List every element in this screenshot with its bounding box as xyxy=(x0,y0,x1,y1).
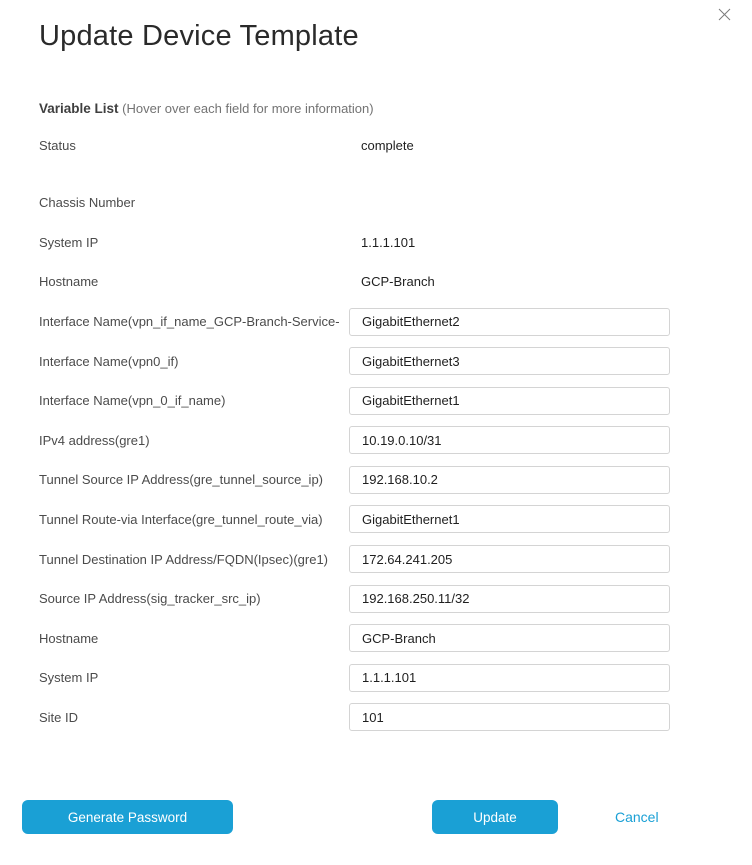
row-site-id xyxy=(0,698,752,738)
system-ip-static-label: System IP xyxy=(39,234,99,250)
row-status xyxy=(0,125,752,165)
source-ip-address-label: Source IP Address(sig_tracker_src_ip) xyxy=(39,591,261,607)
row-ipv4-address-gre1 xyxy=(0,421,752,461)
site-id-label: Site ID xyxy=(39,709,79,725)
interface-name-service-vpn-input[interactable] xyxy=(349,308,670,336)
hostname-input[interactable] xyxy=(349,624,670,652)
row-interface-name-vpn0-if xyxy=(0,341,752,381)
interface-name-service-vpn-label: Interface Name(vpn_if_name_GCP-Branch-Service- xyxy=(39,314,340,330)
system-ip-input[interactable] xyxy=(349,664,670,692)
cancel-button[interactable]: Cancel xyxy=(615,800,659,834)
interface-name-vpn-0-if-name-label: Interface Name(vpn_0_if_name) xyxy=(39,393,226,409)
tunnel-route-via-input[interactable] xyxy=(349,505,670,533)
system-ip-static-value: 1.1.1.101 xyxy=(361,234,416,250)
interface-name-vpn0-if-input[interactable] xyxy=(349,347,670,375)
site-id-input[interactable] xyxy=(349,703,670,731)
generate-password-button[interactable]: Generate Password xyxy=(22,800,233,834)
row-source-ip-address xyxy=(0,579,752,619)
row-system-ip xyxy=(0,658,752,698)
tunnel-destination-ip-label: Tunnel Destination IP Address/FQDN(Ipsec)(gre1) xyxy=(39,551,329,567)
close-icon[interactable] xyxy=(716,6,732,22)
variable-rows xyxy=(0,125,752,737)
row-hostname-static xyxy=(0,262,752,302)
tunnel-source-ip-label: Tunnel Source IP Address(gre_tunnel_source_ip) xyxy=(39,472,324,488)
tunnel-destination-ip-input[interactable] xyxy=(349,545,670,573)
hostname-label: Hostname xyxy=(39,630,99,646)
dialog-footer xyxy=(0,800,752,834)
variable-list-header xyxy=(39,101,752,116)
status-label: Status xyxy=(39,137,76,153)
ipv4-address-gre1-input[interactable] xyxy=(349,426,670,454)
chassis-number-label: Chassis Number xyxy=(39,195,136,211)
system-ip-label: System IP xyxy=(39,670,99,686)
row-hostname xyxy=(0,618,752,658)
row-chassis-number xyxy=(0,183,752,223)
row-interface-name-vpn-0-if-name xyxy=(0,381,752,421)
row-spacer xyxy=(0,165,752,183)
variable-list-title: Variable List xyxy=(39,101,119,117)
variable-list-hint: (Hover over each field for more information) xyxy=(118,101,374,117)
hostname-static-label: Hostname xyxy=(39,274,99,290)
interface-name-vpn-0-if-name-input[interactable] xyxy=(349,387,670,415)
row-tunnel-route-via xyxy=(0,500,752,540)
tunnel-source-ip-input[interactable] xyxy=(349,466,670,494)
page-title: Update Device Template xyxy=(39,20,359,52)
tunnel-route-via-label: Tunnel Route-via Interface(gre_tunnel_route_via) xyxy=(39,511,323,527)
row-interface-name-service-vpn xyxy=(0,302,752,342)
update-button[interactable]: Update xyxy=(432,800,558,834)
row-tunnel-destination-ip xyxy=(0,539,752,579)
hostname-static-value: GCP-Branch xyxy=(361,274,435,290)
status-value: complete xyxy=(361,137,414,153)
row-system-ip-static xyxy=(0,223,752,263)
source-ip-address-input[interactable] xyxy=(349,585,670,613)
ipv4-address-gre1-label: IPv4 address(gre1) xyxy=(39,432,150,448)
row-tunnel-source-ip xyxy=(0,460,752,500)
interface-name-vpn0-if-label: Interface Name(vpn0_if) xyxy=(39,353,179,369)
